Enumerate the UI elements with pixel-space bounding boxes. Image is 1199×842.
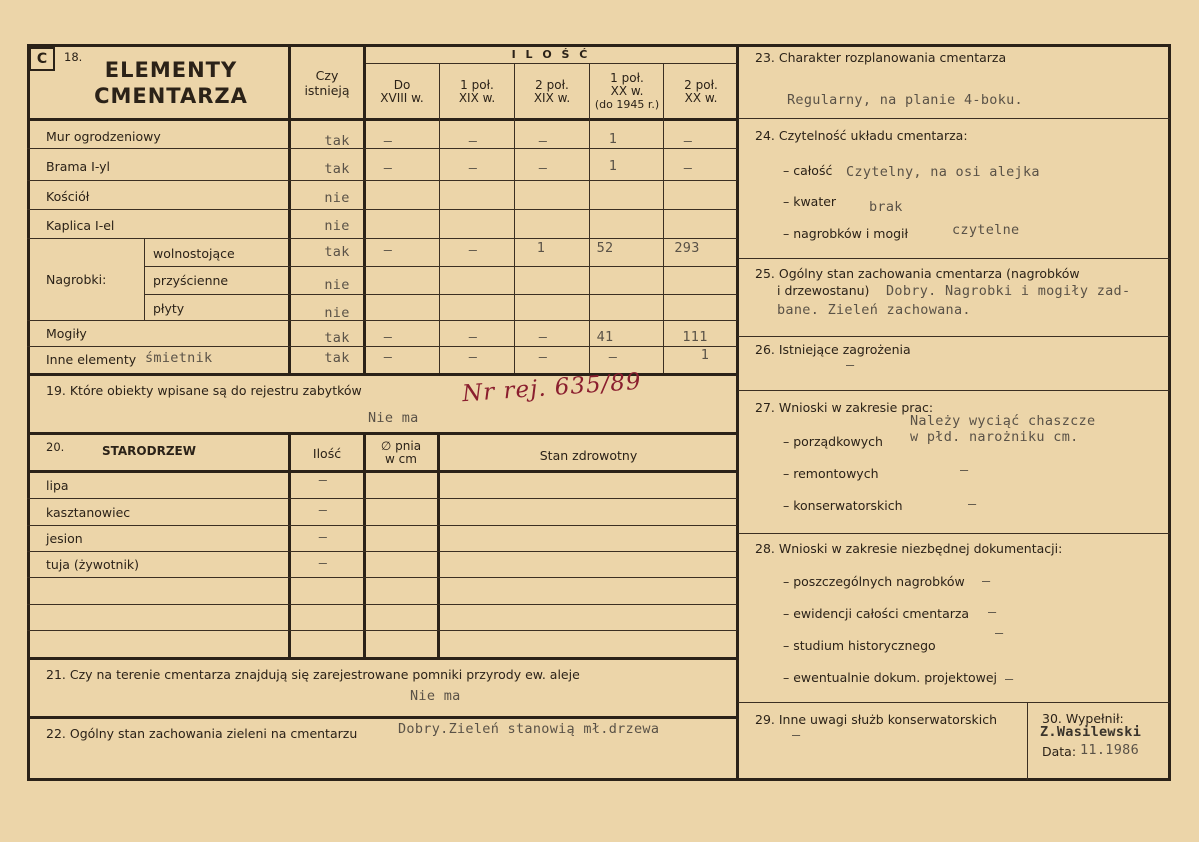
frame-middle	[736, 44, 739, 781]
section-19-typed: Nie ma	[368, 410, 419, 426]
registry-number-handwritten: Nr rej. 635/89	[461, 368, 643, 408]
frame-top	[27, 44, 1171, 47]
legibility-item-label: – całość	[783, 163, 833, 178]
rule	[27, 577, 737, 578]
qty-cell: –	[468, 329, 478, 345]
qty-cell: –	[538, 133, 548, 149]
section-26-typed: –	[846, 357, 855, 373]
section-25-label-1: 25. Ogólny stan zachowania cmentarza (nagrobków	[755, 266, 1080, 281]
rule	[738, 533, 1170, 534]
rule	[437, 432, 440, 658]
rule	[144, 238, 145, 320]
rule	[27, 346, 737, 347]
qty-cell: 293	[674, 240, 700, 256]
section-23-label: 23. Charakter rozplanowania cmentarza	[755, 50, 1007, 65]
period-header: 1 poł. XIX w.	[458, 78, 496, 105]
rule	[514, 63, 515, 374]
rule	[27, 716, 737, 719]
row-label: Mur ogrodzeniowy	[46, 129, 161, 144]
rule	[27, 238, 737, 239]
qty-cell: –	[683, 133, 693, 149]
legibility-item-typed: brak	[869, 199, 903, 215]
section-19-label: 19. Które obiekty wpisane są do rejestru zabytków	[46, 383, 362, 398]
exists-value: tak	[324, 133, 350, 149]
exists-value: nie	[324, 277, 350, 293]
works-item-label: – porządkowych	[783, 434, 883, 449]
section-22-label: 22. Ogólny stan zachowania zieleni na cmentarzu	[46, 726, 358, 741]
rule	[738, 118, 1170, 119]
works-item-typed: –	[960, 462, 969, 478]
qty-cell: –	[468, 133, 478, 149]
works-item-label: – konserwatorskich	[783, 498, 903, 513]
row-label: Brama I-yl	[46, 159, 111, 174]
row-label: Mogiły	[46, 326, 87, 341]
tree-name: tuja (żywotnik)	[46, 557, 140, 572]
section-18-number: 18.	[64, 50, 83, 64]
qty-cell: –	[468, 349, 478, 365]
rule	[288, 432, 291, 658]
rule	[27, 525, 737, 526]
rule	[27, 604, 737, 605]
period-header: 2 poł. XIX w.	[533, 78, 571, 105]
date-value: 11.1986	[1080, 742, 1139, 758]
tree-name: lipa	[46, 478, 69, 493]
docs-item-typed: –	[995, 625, 1004, 641]
qty-cell: –	[468, 160, 478, 176]
section-23-typed: Regularny, na planie 4-boku.	[787, 92, 1023, 108]
exists-value: tak	[324, 244, 350, 260]
rule	[144, 294, 737, 295]
frame-right	[1168, 44, 1171, 781]
rule	[365, 63, 737, 64]
section-26-label: 26. Istniejące zagrożenia	[755, 342, 911, 357]
qty-cell: –	[538, 349, 548, 365]
frame-left	[27, 44, 30, 781]
docs-item-typed: –	[1005, 671, 1014, 687]
filled-by-name: Z.Wasilewski	[1040, 724, 1142, 740]
section-29-label: 29. Inne uwagi służb konserwatorskich	[755, 712, 997, 727]
col-exists-label-1: Czy	[315, 68, 339, 83]
qty-cell: 1	[608, 131, 618, 147]
rule	[738, 336, 1170, 337]
rule	[144, 266, 737, 267]
rule	[1027, 702, 1028, 780]
legibility-item-typed: czytelne	[952, 222, 1020, 238]
quantity-header: I L O Ś Ć	[511, 48, 591, 61]
section-27-typed-1: Należy wyciąć chaszcze	[910, 413, 1096, 429]
qty-cell: 111	[682, 329, 708, 345]
period-header: Do XVIII w.	[380, 78, 424, 105]
date-label: Data:	[1042, 744, 1077, 759]
rule	[27, 551, 737, 552]
tree-name: jesion	[46, 531, 83, 546]
section-18-title-1: ELEMENTY	[104, 58, 238, 82]
section-20-title: STARODRZEW	[102, 444, 196, 458]
rule	[27, 630, 737, 631]
tree-qty: –	[318, 529, 328, 545]
qty-cell: 52	[596, 240, 614, 256]
rule	[27, 657, 737, 660]
legibility-item-label: – kwater	[783, 194, 837, 209]
section-20-number: 20.	[46, 440, 65, 454]
corner-letter-box: C	[29, 47, 55, 71]
exists-value: tak	[324, 350, 350, 366]
section-27-typed-2: w płd. narożniku cm.	[910, 429, 1079, 445]
legibility-item-label: – nagrobków i mogił	[783, 226, 909, 241]
qty-cell: –	[383, 329, 393, 345]
qty-cell: 1	[700, 347, 710, 363]
section-27-label: 27. Wnioski w zakresie prac:	[755, 400, 934, 415]
rule	[738, 258, 1170, 259]
exists-value: nie	[324, 305, 350, 321]
row-label: płyty	[153, 301, 185, 316]
col-health-header: Stan zdrowotny	[539, 448, 638, 463]
section-21-typed: Nie ma	[410, 688, 461, 704]
tree-qty: –	[318, 502, 328, 518]
tree-name: kasztanowiec	[46, 505, 131, 520]
qty-cell: –	[468, 242, 478, 258]
rule	[27, 209, 737, 210]
docs-item-typed: –	[988, 604, 997, 620]
row-label: Inne elementy	[46, 352, 137, 367]
qty-cell: –	[383, 242, 393, 258]
exists-value: nie	[324, 218, 350, 234]
row-label: wolnostojące	[153, 246, 235, 261]
works-item-typed: –	[968, 496, 977, 512]
section-24-label: 24. Czytelność układu cmentarza:	[755, 128, 968, 143]
section-28-label: 28. Wnioski w zakresie niezbędnej dokumentacji:	[755, 541, 1063, 556]
legibility-item-typed: Czytelny, na osi alejka	[846, 164, 1040, 180]
qty-cell: –	[538, 329, 548, 345]
inne-typed: śmietnik	[145, 350, 213, 366]
exists-value: tak	[324, 330, 350, 346]
row-label: Kościół	[46, 189, 90, 204]
docs-item-label: – poszczególnych nagrobków	[783, 574, 965, 589]
rule	[27, 432, 737, 435]
qty-cell: 41	[596, 329, 614, 345]
col-exists-label-2: istnieją	[304, 83, 350, 98]
docs-item-typed: –	[982, 573, 991, 589]
period-header: 1 poł. XX w. (do 1945 r.)	[594, 71, 660, 111]
section-25-typed-2: bane. Zieleń zachowana.	[777, 302, 971, 318]
section-18-title-2: CMENTARZA	[94, 84, 248, 108]
rule	[27, 498, 737, 499]
section-29-typed: –	[792, 727, 801, 743]
rule	[27, 470, 737, 473]
qty-cell: –	[383, 133, 393, 149]
row-label: przyścienne	[153, 273, 229, 288]
exists-value: nie	[324, 190, 350, 206]
qty-cell: 1	[608, 158, 618, 174]
section-25-typed-1: Dobry. Nagrobki i mogiły zad-	[886, 283, 1131, 299]
qty-cell: –	[383, 349, 393, 365]
tree-qty: –	[318, 555, 328, 571]
qty-cell: –	[608, 349, 618, 365]
period-header: 2 poł. XX w.	[684, 78, 718, 105]
nagrobki-label: Nagrobki:	[46, 272, 107, 287]
docs-item-label: – ewidencji całości cmentarza	[783, 606, 970, 621]
frame-bottom	[27, 778, 1171, 781]
rule	[738, 702, 1170, 703]
qty-cell: –	[683, 160, 693, 176]
section-22-typed: Dobry.Zieleń stanowią mł.drzewa	[398, 721, 660, 737]
exists-value: tak	[324, 161, 350, 177]
docs-item-label: – ewentualnie dokum. projektowej	[783, 670, 998, 685]
qty-cell: –	[538, 160, 548, 176]
works-item-label: – remontowych	[783, 466, 879, 481]
qty-cell: 1	[536, 240, 546, 256]
rule	[27, 180, 737, 181]
rule	[738, 390, 1170, 391]
rule	[27, 118, 737, 121]
col-diameter-header: ∅ pnia w cm	[380, 439, 422, 466]
qty-cell: –	[383, 160, 393, 176]
section-21-label: 21. Czy na terenie cmentarza znajdują się zarejestrowane pomniki przyrody ew. aleje	[46, 667, 580, 682]
rule	[439, 63, 440, 374]
section-25-label-2: i drzewostanu)	[777, 283, 870, 298]
row-label: Kaplica I-el	[46, 218, 115, 233]
tree-qty: –	[318, 472, 328, 488]
section-30-label: 30. Wypełnił:	[1042, 711, 1124, 726]
docs-item-label: – studium historycznego	[783, 638, 936, 653]
col-qty-header: Ilość	[312, 446, 342, 461]
